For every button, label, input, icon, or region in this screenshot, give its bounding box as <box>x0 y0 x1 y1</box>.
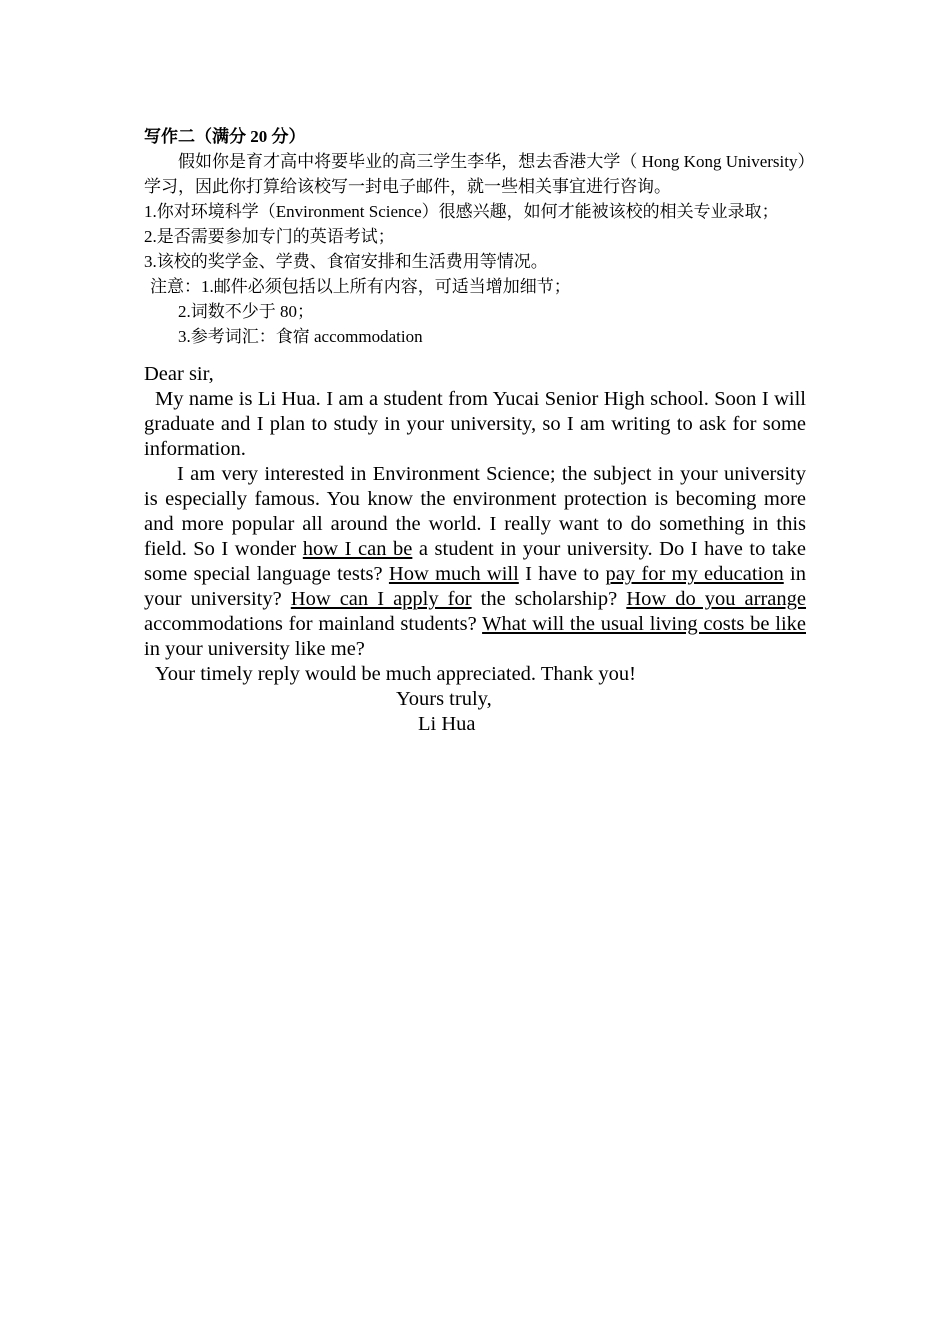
task-point-1: 1.你对环境科学（Environment Science）很感兴趣，如何才能被该校的相关专业录取； <box>144 202 779 221</box>
para2-text-4: in your university? <box>144 563 806 610</box>
task-point-2: 2.是否需要参加专门的英语考试； <box>144 227 395 246</box>
para2-text-6: accommodations for mainland students? <box>144 613 483 635</box>
task-note-1: 注意：1.邮件必须包括以上所有内容，可适当增加细节； <box>150 277 571 296</box>
letter-signature: Li Hua <box>418 713 476 735</box>
task-point-3: 3.该校的奖学金、学费、食宿安排和生活费用等情况。 <box>144 252 548 271</box>
underlined-phrase-4: How can I apply for <box>290 588 472 610</box>
letter-paragraph-3: Your timely reply would be much appreciated. Thank you! <box>155 663 636 685</box>
task-prompt: 假如你是育才高中将要毕业的高三学生李华，想去香港大学（ Hong Kong University）学习，因此你打算给该校写一封电子邮件，就一些相关事宜进行咨询。 <box>144 152 806 196</box>
para2-text-7: in your university like me? <box>144 638 365 660</box>
underlined-phrase-5: How do you arrange <box>626 588 807 610</box>
document-page <box>144 124 806 737</box>
underlined-phrase-3: pay for my education <box>605 563 784 585</box>
task-title: 写作二（满分 20 分） <box>144 127 306 146</box>
underlined-phrase-2: How much will <box>388 563 519 585</box>
letter-paragraph-1: My name is Li Hua. I am a student from Yucai Senior High school. Soon I will graduate and I plan to study in your university, so I am writing to ask for some information. <box>144 388 806 460</box>
underlined-phrase-1: how I can be <box>302 538 413 560</box>
letter-greeting: Dear sir, <box>144 363 214 385</box>
task-note-3: 3.参考词汇：食宿 accommodation <box>178 327 423 346</box>
para2-text-5: the scholarship? <box>471 588 627 610</box>
para2-text-1: I am very interested in Environment Science; the subject in your university is especially famous. You know the environment protection is becoming more and more popular all around the world. I really want to do something in this field. So I wonder <box>144 463 806 560</box>
para2-text-3: I have to <box>518 563 606 585</box>
task-note-2: 2.词数不少于 80； <box>178 302 314 321</box>
letter-paragraph-2 <box>144 462 806 662</box>
sample-letter <box>144 362 806 737</box>
letter-closing: Yours truly, <box>396 688 492 710</box>
underlined-phrase-6: What will the usual living costs be like <box>482 613 806 635</box>
writing-task <box>144 124 806 349</box>
para2-text-2: a student in your university. Do I have to take some special language tests? <box>144 538 806 585</box>
